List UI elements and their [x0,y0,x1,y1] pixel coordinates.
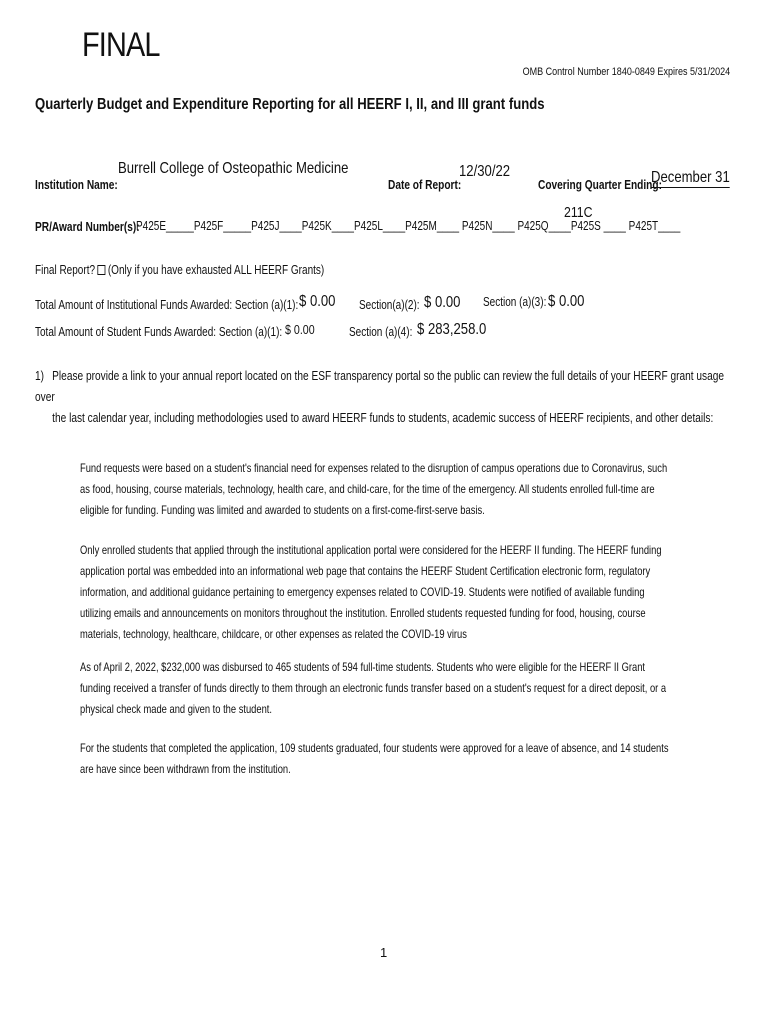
section-a2-label: Section(a)(2): [359,298,420,312]
institution-name-label: Institution Name: [35,177,118,192]
section-a2-value[interactable]: $ 0.00 [424,294,461,311]
date-of-report-label: Date of Report: [388,177,462,192]
final-report-line [35,263,324,277]
institution-name-value[interactable]: Burrell College of Osteopathic Medicine [118,160,349,177]
response-paragraph-1: Fund requests were based on a student's financial need for expenses related to the disruption of campus operations due to Coronavirus, such as food, housing, course materials, technology, health care, and child-care, for the time of the emergency. All students enrolled full-time are eligible for funding. Funding was limited and awarded to students on a first-come-first-serve basis. [80,461,668,517]
final-stamp: FINAL [82,26,160,64]
section-a4-label: Section (a)(4): [349,325,413,339]
covering-quarter-value[interactable]: December 31 [651,169,730,186]
final-report-checkbox[interactable] [97,265,105,275]
date-of-report-value[interactable]: 12/30/22 [459,163,511,180]
question-number: 1) [35,368,45,383]
page-number: 1 [380,945,388,960]
section-a3-label: Section (a)(3): [483,295,547,309]
section-a4-value[interactable]: $ 283,258.0 [417,321,487,338]
section-a3-value[interactable]: $ 0.00 [548,293,585,310]
question-line-1: Please provide a link to your annual report located on the ESF transparency portal so the public can review the full details of your HEERF grant usage over [35,368,725,404]
response-paragraph-4: For the students that completed the application, 109 students graduated, four students were approved for a leave of absence, and 14 students are have since been withdrawn from the institution. [80,741,669,776]
response-paragraph-2: Only enrolled students that applied through the institutional application portal were considered for the HEERF II funding. The HEERF funding application portal was embedded into an informational web page that contains the HEERF Student Certification electronic form, regulatory information, and additional guidance pertaining to emergency expenses related to COVID-19. Students were notified of available funding utilizing emails and announcements on monitors throughout the institution. Enrolled students requested funding for food, housing, course materials, technology, healthcare, childcare, or other expenses as related the COVID-19 virus [80,543,662,641]
award-number-label: PR/Award Number(s): [35,219,140,234]
final-report-note: (Only if you have exhausted ALL HEERF Grants) [107,263,325,277]
form-title: Quarterly Budget and Expenditure Reporting for all HEERF I, II, and III grant funds [35,96,545,113]
award-number-list[interactable]: P425E_____P425F_____P425J____P425K____P425L____P425M____ P425N____ P425Q____P425S ____ P425T____ [136,219,681,233]
institutional-funds-label: Total Amount of Institutional Funds Awarded: Section (a)(1): [35,298,299,312]
covering-quarter-label: Covering Quarter Ending: [538,177,662,192]
institutional-funds-value[interactable]: $ 0.00 [299,293,336,310]
question-1 [35,365,745,428]
question-line-2: the last calendar year, including methodologies used to award HEERF funds to students, academic success of HEERF recipients, and other details: [52,410,714,425]
student-funds-label: Total Amount of Student Funds Awarded: Section (a)(1): [35,325,283,339]
award-handwritten-value[interactable]: 211C [564,204,593,221]
final-report-label: Final Report? [35,263,96,277]
omb-control-number: OMB Control Number 1840-0849 Expires 5/31/2024 [522,66,730,78]
student-funds-value[interactable]: $ 0.00 [285,322,315,337]
response-paragraph-3: As of April 2, 2022, $232,000 was disbursed to 465 students of 594 full-time students. Students who were eligible for the HEERF II Grant funding received a transfer of funds directly to them through an electronic funds transfer based on a student's request for a direct deposit, or a physical check made and given to the student. [80,660,667,716]
